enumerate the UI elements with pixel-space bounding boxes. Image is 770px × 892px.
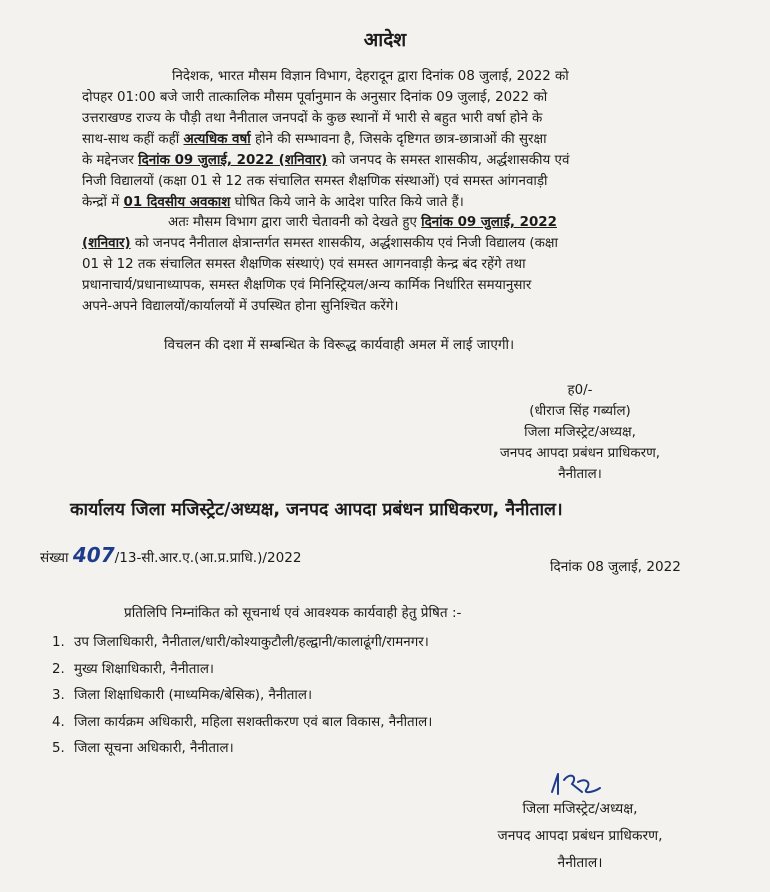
para1-text: होने की सम्भावना है, जिसके दृष्टिगत छात्र-छात्राओं की सुरक्षा bbox=[254, 132, 547, 147]
list-item: 2. मुख्य शिक्षाधिकारी, नैनीताल। bbox=[52, 661, 215, 677]
signatory-authority: जनपद आपदा प्रबंधन प्राधिकरण, bbox=[497, 828, 663, 844]
copy-heading: प्रतिलिपि निम्नांकित को सूचनार्थ एवं आवश्यक कार्यवाही हेतु प्रेषित :- bbox=[124, 605, 462, 621]
para1-text: के मद्देनजर bbox=[82, 153, 134, 168]
signatory-authority: जनपद आपदा प्रबंधन प्राधिकरण, bbox=[499, 446, 661, 461]
handwritten-number: 407 bbox=[72, 543, 115, 567]
para2-line: प्रधानाचार्य/प्रधानाध्यापक, समस्त शैक्षणिक एवं मिनिस्ट्रियल/अन्य कार्मिक निर्धारित समयानुसार bbox=[82, 278, 532, 293]
para2-line: अपने-अपने विद्यालयों/कार्यालयों में उपस्थित होना सुनिश्चित करेंगे। bbox=[82, 299, 399, 314]
para1-line: निजी विद्यालयों (कक्षा 01 से 12 तक संचालित समस्त शैक्षणिक संस्थाओं) एवं समस्त आंगनवाड़ी bbox=[82, 174, 548, 189]
para1-text: को जनपद के समस्त शासकीय, अर्द्धशासकीय एवं bbox=[331, 153, 570, 168]
para1-text: घोषित किये जाने के आदेश पारित किये जाते हैं। bbox=[234, 195, 464, 210]
para1-text: केन्द्रों में bbox=[82, 195, 120, 210]
highlight-holiday: 01 दिवसीय अवकाश bbox=[123, 195, 231, 210]
list-item: 3. जिला शिक्षाधिकारी (माध्यमिक/बेसिक), नैनीताल। bbox=[52, 688, 313, 703]
para1-line: उत्तराखण्ड राज्य के पौड़ी तथा नैनीताल जनपदों के कुछ स्थानों में भारी से बहुत भारी वर्षा होने के bbox=[82, 111, 543, 126]
para1-text: साथ-साथ कहीं कहीं bbox=[82, 132, 180, 147]
closing-warning: विचलन की दशा में सम्बन्धित के विरूद्ध कार्यवाही अमल में लाई जाएगी। bbox=[164, 337, 515, 353]
office-heading: कार्यालय जिला मजिस्ट्रेट/अध्यक्ष, जनपद आपदा प्रबंधन प्राधिकरण, नैनीताल। bbox=[70, 500, 563, 520]
signed-marker: ह0/- bbox=[567, 383, 593, 398]
list-item: 4. जिला कार्यक्रम अधिकारी, महिला सशक्तीकरण एवं बाल विकास, नैनीताल। bbox=[52, 714, 433, 730]
para1-line: दोपहर 01:00 बजे जारी तात्कालिक मौसम पूर्वानुमान के अनुसार दिनांक 09 जुलाई, 2022 को bbox=[82, 90, 548, 105]
para1-line: निदेशक, भारत मौसम विज्ञान विभाग, देहरादून द्वारा दिनांक 08 जुलाई, 2022 को bbox=[172, 69, 569, 84]
document-title: आदेश bbox=[363, 29, 407, 51]
signatory-name: (धीराज सिंह गर्ब्याल) bbox=[529, 404, 631, 419]
reference-code: /13-सी.आर.ए.(आ.प्र.प्राधि.)/2022 bbox=[114, 550, 302, 566]
signature-block-1 bbox=[460, 380, 700, 485]
list-item: 1. उप जिलाधिकारी, नैनीताल/धारी/कोश्याकुटौली/हल्द्वानी/कालाढूंगी/रामनगर। bbox=[52, 635, 429, 650]
para2-text: अतः मौसम विभाग द्वारा जारी चेतावनी को देखते हुए bbox=[168, 215, 417, 230]
highlight-date: दिनांक 09 जुलाई, 2022 (शनिवार) bbox=[138, 153, 328, 168]
signature-block-2 bbox=[450, 796, 710, 877]
highlight-day: (शनिवार) bbox=[82, 236, 131, 251]
para2-text: को जनपद नैनीताल क्षेत्रान्तर्गत समस्त शासकीय, अर्द्धशासकीय एवं निजी विद्यालय (कक्षा bbox=[134, 236, 558, 251]
highlight-heavy-rain: अत्यधिक वर्षा bbox=[183, 132, 251, 147]
list-item: 5. जिला सूचना अधिकारी, नैनीताल। bbox=[52, 741, 234, 756]
signatory-designation: जिला मजिस्ट्रेट/अध्यक्ष, bbox=[522, 801, 638, 817]
copy-recipients-list bbox=[52, 630, 432, 763]
signatory-designation: जिला मजिस्ट्रेट/अध्यक्ष, bbox=[524, 425, 636, 440]
para2-line: 01 से 12 तक संचालित समस्त शैक्षणिक संस्थाएं) एवं समस्त आगनवाड़ी केन्द्र बंद रहेंगे तथा bbox=[82, 257, 526, 272]
reference-number bbox=[40, 543, 302, 567]
signatory-place: नैनीताल। bbox=[557, 855, 603, 871]
issue-date: दिनांक 08 जुलाई, 2022 bbox=[550, 559, 681, 575]
order-paragraph-1 bbox=[82, 66, 722, 213]
order-paragraph-2 bbox=[82, 212, 722, 317]
highlight-date: दिनांक 09 जुलाई, 2022 bbox=[421, 215, 557, 230]
reference-label: संख्या bbox=[40, 550, 69, 566]
signatory-place: नैनीताल। bbox=[558, 467, 602, 482]
